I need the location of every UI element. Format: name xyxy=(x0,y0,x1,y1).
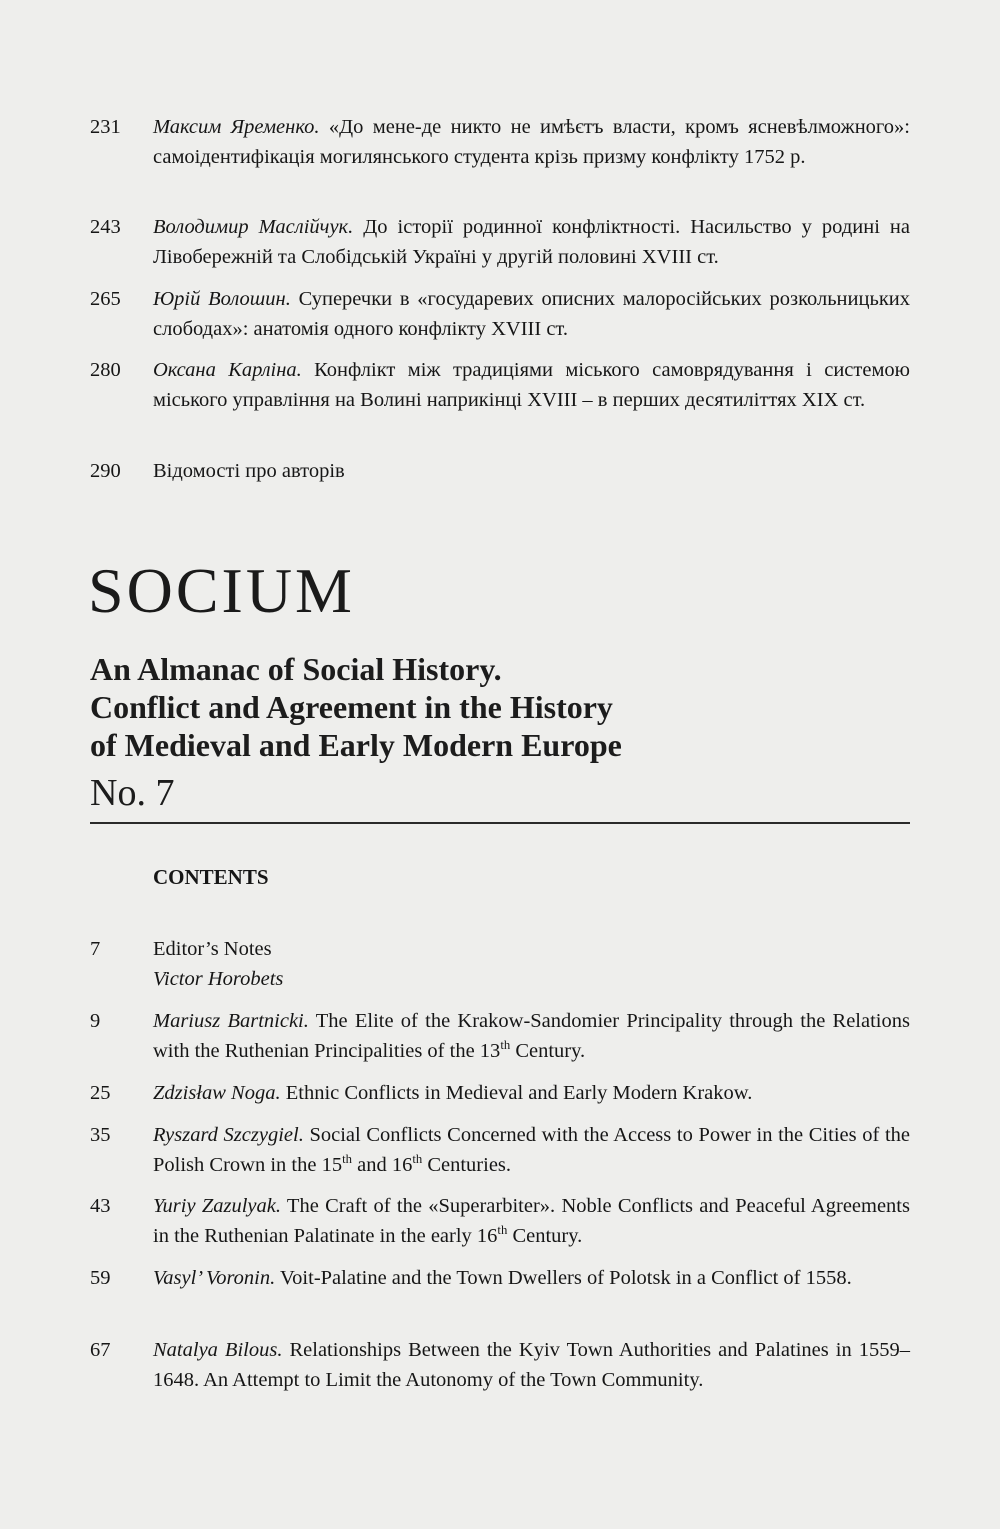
page-number: 9 xyxy=(90,1010,101,1032)
entry-title: Конфлікт між традиціями міського самоврядування і системою міського управління на Волині наприкінці XVIII – в перших десятиліттях XIX ст. xyxy=(153,359,910,411)
journal-title: SOCIUM xyxy=(88,555,355,626)
entry-title: «До мене-де никто не имѣєтъ власти, кромъ ясневѣлможного»: самоідентифікація могилянського студента крізь призму конфлікту 1752 р. xyxy=(153,116,911,168)
superscript: th xyxy=(500,1038,511,1053)
entry-author: Mariusz Bartnicki. xyxy=(153,1010,309,1032)
entry-title: Relationships Between the Kyiv Town Authorities and Palatines in 1559–1648. An Attempt to Limit the Autonomy of the Town Community. xyxy=(153,1339,910,1391)
toc-entry-6 xyxy=(90,1263,910,1293)
subtitle-line-3: of Medieval and Early Modern Europe xyxy=(90,727,622,763)
entry-title: The Elite of the Krakow-Sandomier Principality through the Relations with the Ruthenian Principalities of the 13 xyxy=(153,1010,910,1062)
toc-entry-3 xyxy=(90,1078,910,1108)
superscript: th xyxy=(412,1152,423,1167)
page-number: 280 xyxy=(90,359,121,381)
toc-entry-7 xyxy=(90,1335,910,1395)
entry-title: Editor’s Notes xyxy=(153,938,272,960)
page-number: 265 xyxy=(90,288,121,310)
entry-author: Zdzisław Noga. xyxy=(153,1082,281,1104)
toc-entry-2 xyxy=(90,1006,910,1066)
page-number: 243 xyxy=(90,216,121,238)
entry-title: Суперечки в «государевих описних малоросійських розкольницьких слободах»: анатомія одного конфлікту XVIII ст. xyxy=(153,288,911,340)
entry-title: Відомості про авторів xyxy=(153,460,345,482)
toc-entry-top-2 xyxy=(90,212,910,272)
subtitle-line-1: An Almanac of Social History. xyxy=(90,651,502,687)
entry-author: Natalya Bilous. xyxy=(153,1339,283,1361)
page-number: 7 xyxy=(90,938,101,960)
issue-number: No. 7 xyxy=(90,772,175,814)
horizontal-divider xyxy=(90,822,910,824)
page-number: 43 xyxy=(90,1195,111,1217)
page-number: 59 xyxy=(90,1267,111,1289)
contents-heading: CONTENTS xyxy=(153,865,269,889)
entry-author: Yuriy Zazulyak. xyxy=(153,1195,281,1217)
entry-title: Ethnic Conflicts in Medieval and Early Modern Krakow. xyxy=(285,1082,753,1104)
toc-entry-top-4 xyxy=(90,355,910,415)
entry-author: Юрій Волошин. xyxy=(153,288,291,310)
superscript: th xyxy=(342,1152,352,1167)
toc-entry-top-5 xyxy=(90,456,910,486)
entry-author: Максим Яременко. xyxy=(153,116,320,138)
toc-entry-top-3 xyxy=(90,284,910,344)
entry-author: Victor Horobets xyxy=(153,968,284,990)
entry-title-end: Century. xyxy=(510,1040,586,1062)
toc-entry-1 xyxy=(90,934,910,994)
entry-title: До історії родинної конфліктності. Насильство у родині на Лівобережній та Слобідській Україні у другій половині XVIII ст. xyxy=(153,216,910,268)
entry-author: Ryszard Szczygiel. xyxy=(153,1124,304,1146)
subtitle-line-2: Conflict and Agreement in the History xyxy=(90,689,613,725)
toc-entry-4: 35 Ryszard Szczygiel. Social Conflicts Concerned with the Access to Power in the Cities of the Polish Crown in the 15th and 16th Centuries. xyxy=(90,1120,910,1180)
entry-author: Vasyl’ Voronin. xyxy=(153,1267,276,1289)
superscript: th xyxy=(497,1223,508,1238)
entry-author: Володимир Маслійчук. xyxy=(153,216,354,238)
page-number: 231 xyxy=(90,116,121,138)
toc-entry-top-1 xyxy=(90,112,910,172)
page-number: 35 xyxy=(90,1124,111,1146)
page-number: 67 xyxy=(90,1339,111,1361)
entry-title: Social Conflicts Concerned with the Access to Power in the Cities of the Polish Crown in the 15 xyxy=(153,1124,910,1176)
entry-author: Оксана Карліна. xyxy=(153,359,302,381)
page-number: 25 xyxy=(90,1082,111,1104)
toc-entry-5: 43 Yuriy Zazulyak. The Craft of the «Superarbiter». Noble Conflicts and Peaceful Agreements in the Ruthenian Palatinate in the early 16th Century. xyxy=(90,1191,910,1251)
page-number: 290 xyxy=(90,460,121,482)
journal-subtitle xyxy=(90,650,910,764)
entry-title: Voit-Palatine and the Town Dwellers of Polotsk in a Conflict of 1558. xyxy=(280,1267,852,1289)
entry-title: The Craft of the «Superarbiter». Noble Conflicts and Peaceful Agreements in the Ruthenian Palatinate in the early 16 xyxy=(153,1195,910,1247)
